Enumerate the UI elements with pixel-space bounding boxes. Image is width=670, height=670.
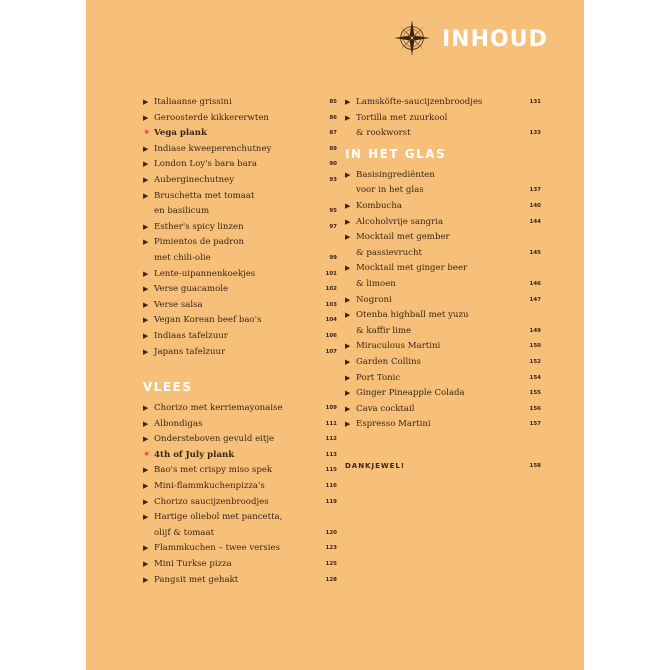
arrow-bullet-icon: ▶	[345, 420, 351, 429]
arrow-bullet-icon: ▶	[143, 497, 149, 506]
arrow-bullet-icon: ▶	[345, 113, 351, 122]
page-number: 123	[325, 545, 337, 552]
arrow-bullet-icon: ▶	[345, 342, 351, 351]
arrow-bullet-icon: ▶	[345, 264, 351, 273]
page-number: 116	[325, 483, 337, 490]
arrow-bullet-icon: ▶	[143, 544, 149, 553]
arrow-bullet-icon: ▶	[143, 513, 149, 522]
toc-entry[interactable]	[345, 230, 541, 246]
toc-entry[interactable]	[345, 308, 541, 324]
section-heading-vlees: VLEES	[143, 380, 193, 395]
arrow-bullet-icon: ▶	[345, 404, 351, 413]
page-number: 154	[529, 374, 541, 381]
toc-entry[interactable]	[143, 401, 337, 417]
arrow-bullet-icon: ▶	[143, 160, 149, 169]
toc-entry[interactable]	[143, 189, 337, 205]
page-number: 103	[325, 301, 337, 308]
toc-entry[interactable]	[143, 510, 337, 526]
toc-entry[interactable]	[143, 282, 337, 298]
toc-right-column	[345, 95, 541, 473]
toc-entry-title: Ondersteboven gevuld eitje	[154, 434, 275, 445]
arrow-bullet-icon: ▶	[345, 201, 351, 210]
toc-entry[interactable]	[143, 173, 337, 189]
toc-entry[interactable]	[143, 111, 337, 127]
toc-left-column	[143, 95, 337, 588]
toc-entry-title: Ginger Pineapple Colada	[356, 388, 465, 399]
page-number: 158	[529, 462, 541, 469]
toc-list	[143, 95, 337, 360]
toc-entry[interactable]	[345, 183, 541, 199]
toc-entry-title: Mini Turkse pizza	[154, 559, 232, 570]
toc-entry-title: Miraculous Martini	[356, 341, 441, 352]
page-number: 152	[529, 358, 541, 365]
toc-entry[interactable]	[345, 417, 541, 433]
arrow-bullet-icon: ▶	[143, 435, 149, 444]
toc-entry[interactable]	[143, 417, 337, 433]
toc-entry-title: DANKJEWEL!	[345, 461, 406, 470]
toc-list	[345, 95, 541, 142]
toc-entry[interactable]	[345, 215, 541, 231]
toc-entry-title: Hartige oliebol met pancetta,	[154, 512, 283, 523]
toc-entry[interactable]	[345, 293, 541, 309]
toc-entry-title: Alcoholvrije sangria	[356, 216, 444, 227]
toc-entry[interactable]	[143, 157, 337, 173]
toc-entry[interactable]	[143, 267, 337, 283]
toc-entry-title: Pangsit met gehakt	[154, 574, 239, 585]
toc-entry[interactable]	[143, 329, 337, 345]
page-number: 145	[529, 249, 541, 256]
toc-entry-title: Albondigas	[154, 418, 203, 429]
toc-entry-title: Port Tonic	[356, 372, 401, 383]
arrow-bullet-icon: ▶	[345, 217, 351, 226]
page-number: 131	[529, 99, 541, 105]
arrow-bullet-icon: ▶	[143, 144, 149, 153]
toc-entry[interactable]	[143, 235, 337, 251]
toc-entry[interactable]	[345, 324, 541, 340]
arrow-bullet-icon: ▶	[143, 222, 149, 231]
page-number: 104	[325, 317, 337, 324]
toc-entry-title: Vega plank	[154, 128, 207, 139]
arrow-bullet-icon: ▶	[143, 98, 149, 106]
toc-entry[interactable]	[143, 313, 337, 329]
toc-entry-title: Chorizo saucijzenbroodjes	[154, 496, 269, 507]
toc-entry[interactable]	[143, 463, 337, 479]
toc-entry-title: Auberginechutney	[154, 174, 235, 185]
toc-entry[interactable]	[345, 246, 541, 262]
toc-list	[143, 401, 337, 588]
toc-entry-title: Lente-uipannenkoekjes	[154, 268, 256, 279]
toc-entry-title: Mini-flammkuchenpizza's	[154, 481, 265, 492]
arrow-bullet-icon: ▶	[345, 170, 351, 179]
arrow-bullet-icon: ▶	[143, 560, 149, 569]
toc-entry[interactable]	[143, 573, 337, 589]
arrow-bullet-icon: ▶	[345, 98, 351, 106]
toc-entry-title: olijf & tomaat	[154, 527, 215, 538]
page-number: 87	[329, 130, 337, 137]
toc-entry-title: London Loy's bara bara	[154, 159, 258, 170]
arrow-bullet-icon: ▶	[143, 300, 149, 309]
toc-entry[interactable]	[143, 251, 337, 267]
page-number: 111	[325, 420, 337, 427]
toc-entry-title: Tortilla met zuurkool	[356, 112, 448, 123]
toc-entry-title: Basisingrediënten	[356, 169, 435, 180]
arrow-bullet-icon: ▶	[143, 238, 149, 247]
arrow-bullet-icon: ▶	[143, 316, 149, 325]
toc-entry[interactable]	[345, 355, 541, 371]
arrow-bullet-icon: ▶	[143, 347, 149, 356]
toc-entry-title: Lamsköfte-saucijzenbroodjes	[356, 97, 483, 107]
toc-entry-title: & rookworst	[356, 128, 411, 139]
arrow-bullet-icon: ▶	[345, 357, 351, 366]
toc-entry-title: 4th of July plank	[154, 449, 235, 460]
star-bullet-icon: ✶	[143, 449, 151, 460]
toc-entry[interactable]	[345, 277, 541, 293]
toc-entry[interactable]	[345, 111, 541, 127]
page-number: 89	[329, 145, 337, 152]
page-number: 109	[325, 405, 337, 412]
page-number: 137	[529, 187, 541, 194]
page-number: 119	[325, 498, 337, 505]
page-number: 149	[529, 327, 541, 334]
page-number: 156	[529, 405, 541, 412]
page-title: INHOUD	[442, 27, 548, 52]
toc-entry-title: Garden Collins	[356, 356, 421, 367]
arrow-bullet-icon: ▶	[143, 331, 149, 340]
toc-entry-title: Cava cocktail	[356, 403, 415, 414]
toc-entry[interactable]	[345, 95, 541, 111]
toc-entry[interactable]	[345, 126, 541, 142]
toc-entry-title: Flammkuchen – twee versies	[154, 543, 281, 554]
page-number: 85	[329, 99, 337, 105]
arrow-bullet-icon: ▶	[143, 482, 149, 491]
arrow-bullet-icon: ▶	[143, 285, 149, 294]
toc-entry[interactable]	[143, 526, 337, 542]
toc-entry-title: Vegan Korean beef bao's	[154, 315, 262, 326]
page-number: 144	[529, 218, 541, 225]
toc-entry-title: Espresso Martini	[356, 419, 431, 430]
toc-entry[interactable]	[143, 204, 337, 220]
compass-rose-icon	[393, 19, 431, 57]
page-number: 99	[329, 254, 337, 261]
page-number: 155	[529, 390, 541, 397]
page-number: 93	[329, 176, 337, 183]
toc-entry-title: Pimientos de padron	[154, 237, 245, 248]
toc-entry[interactable]	[345, 261, 541, 277]
arrow-bullet-icon: ▶	[345, 233, 351, 242]
toc-entry[interactable]	[345, 371, 541, 387]
toc-entry-title: Chorizo met kerriemayonaise	[154, 403, 283, 414]
toc-entry-title: en basilicum	[154, 206, 210, 217]
toc-entry-title: Geroosterde kikkererwten	[154, 112, 269, 123]
page-number: 157	[529, 421, 541, 428]
toc-entry[interactable]	[345, 402, 541, 418]
arrow-bullet-icon: ▶	[143, 113, 149, 122]
toc-entry[interactable]	[143, 557, 337, 573]
page-number: 120	[325, 529, 337, 536]
toc-entry[interactable]	[143, 142, 337, 158]
toc-entry[interactable]	[345, 339, 541, 355]
toc-entry[interactable]	[143, 432, 337, 448]
arrow-bullet-icon: ▶	[345, 373, 351, 382]
page-number: 146	[529, 280, 541, 287]
page-number: 113	[325, 451, 337, 458]
arrow-bullet-icon: ▶	[143, 191, 149, 200]
toc-entry-title: met chili-olie	[154, 252, 211, 263]
page-number: 101	[325, 270, 337, 277]
toc-entry-title: & kaffir lime	[356, 325, 412, 336]
toc-entry[interactable]	[143, 345, 337, 361]
page-number: 147	[529, 296, 541, 303]
toc-list	[345, 168, 541, 433]
toc-entry[interactable]	[345, 168, 541, 184]
arrow-bullet-icon: ▶	[143, 269, 149, 278]
page-number: 150	[529, 343, 541, 350]
toc-entry-title: Otenba highball met yuzu	[356, 310, 469, 321]
page-number: 128	[325, 576, 337, 583]
toc-entry[interactable]	[143, 126, 337, 142]
page-number: 102	[325, 286, 337, 293]
toc-entry-title: Bao's met crispy miso spek	[154, 465, 273, 476]
arrow-bullet-icon: ▶	[143, 175, 149, 184]
toc-entry[interactable]	[143, 95, 337, 111]
page-number: 90	[329, 161, 337, 168]
toc-entry[interactable]	[143, 220, 337, 236]
toc-entry-title: Mocktail met ginger beer	[356, 263, 468, 274]
toc-entry[interactable]	[143, 495, 337, 511]
page-number: 133	[529, 130, 541, 137]
toc-entry-title: & passievrucht	[356, 247, 422, 258]
toc-entry[interactable]	[345, 386, 541, 402]
page-number: 97	[329, 223, 337, 230]
page-number: 125	[325, 561, 337, 568]
toc-entry-title: Indiase kweeperenchutney	[154, 143, 272, 154]
page-number: 115	[325, 467, 337, 474]
page-number: 140	[529, 202, 541, 209]
toc-entry-title: Mocktail met gember	[356, 232, 450, 243]
toc-entry[interactable]	[143, 298, 337, 314]
toc-entry-title: Italiaanse grissini	[154, 97, 232, 107]
section-heading-in-het-glas: IN HET GLAS	[345, 146, 447, 161]
toc-entry-title: Esther's spicy linzen	[154, 221, 244, 232]
page-number: 112	[325, 436, 337, 443]
toc-entry-title: Bruschetta met tomaat	[154, 190, 255, 201]
toc-entry-title: & limoen	[356, 278, 396, 289]
arrow-bullet-icon: ▶	[143, 575, 149, 584]
toc-entry-title: Japans tafelzuur	[154, 346, 226, 357]
arrow-bullet-icon: ▶	[143, 404, 149, 413]
arrow-bullet-icon: ▶	[345, 389, 351, 398]
toc-entry-title: voor in het glas	[356, 185, 424, 196]
toc-entry[interactable]	[345, 199, 541, 215]
toc-entry-title: Kombucha	[356, 200, 403, 211]
page-number: 95	[329, 208, 337, 215]
arrow-bullet-icon: ▶	[345, 295, 351, 304]
toc-entry-title: Indiaas tafelzuur	[154, 330, 228, 341]
star-bullet-icon: ✶	[143, 128, 151, 139]
toc-entry[interactable]	[143, 479, 337, 495]
toc-entry[interactable]	[143, 541, 337, 557]
arrow-bullet-icon: ▶	[345, 311, 351, 320]
arrow-bullet-icon: ▶	[143, 419, 149, 428]
arrow-bullet-icon: ▶	[143, 466, 149, 475]
page-number: 106	[325, 332, 337, 339]
page-number: 107	[325, 348, 337, 355]
toc-entry-title: Verse salsa	[154, 299, 203, 310]
toc-entry-final[interactable]	[345, 459, 541, 473]
toc-entry-title: Verse guacamole	[154, 284, 229, 295]
page-number: 86	[329, 114, 337, 121]
toc-entry[interactable]	[143, 448, 337, 464]
toc-entry-title: Nogroni	[356, 294, 392, 305]
